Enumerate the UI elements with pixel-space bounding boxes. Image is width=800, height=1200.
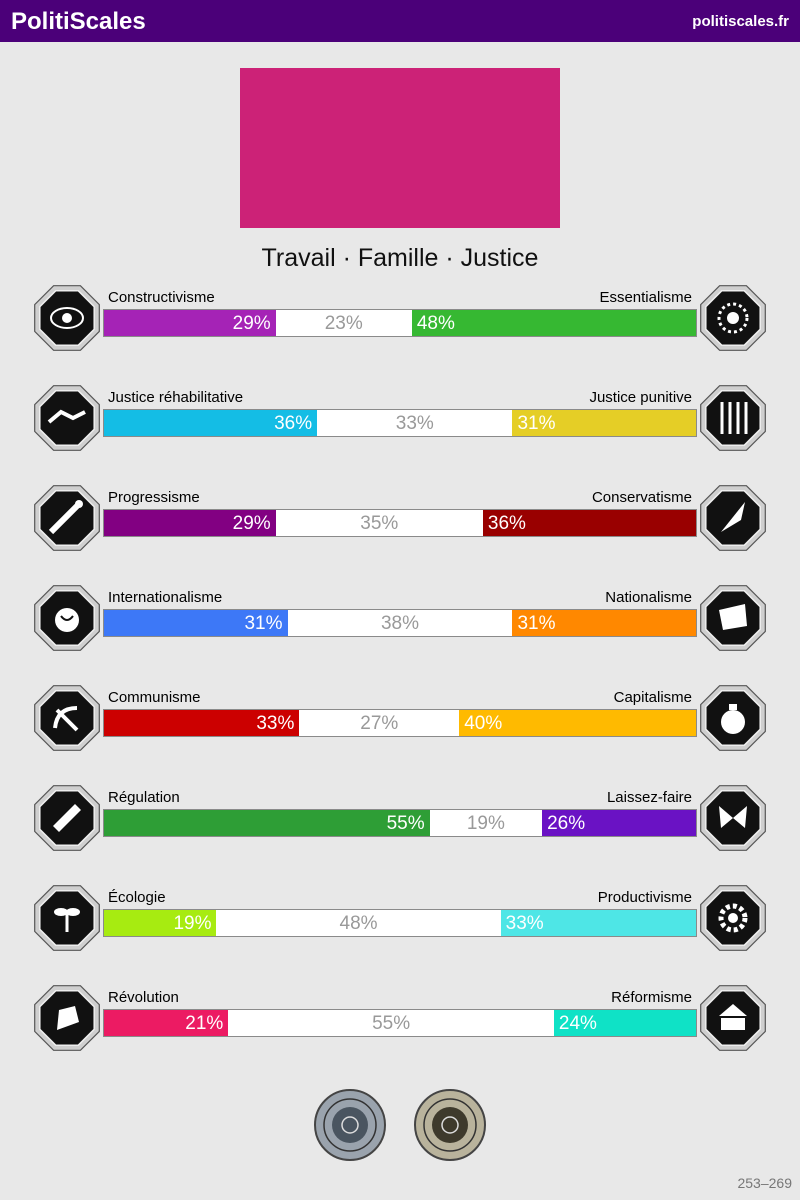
seal-icon [413,1088,487,1162]
flower-icon [697,282,769,354]
axis-right-label: Productivisme [597,889,692,906]
parliament-icon [697,982,769,1054]
axis-center-segment: 19% [466,813,505,834]
axis-right-label: Justice punitive [589,389,692,406]
eye-icon [31,282,103,354]
axis-center-segment: 27% [360,713,399,734]
axis-center-segment: 38% [380,613,419,634]
axis-right-label: Essentialisme [599,289,692,306]
axis-center-segment: 55% [372,1013,411,1034]
axis-bar [103,409,697,437]
site-url[interactable]: politiscales.fr [692,13,789,30]
axis-left-label: Régulation [108,789,180,806]
app-title: PolitiScales [11,8,146,35]
axis-right-label: Laissez-faire [606,789,692,806]
axis-left-segment: 31% [104,610,288,636]
axis-bar [103,909,697,937]
quill-icon [697,482,769,554]
flag-icon [697,582,769,654]
axis-bar [103,1009,697,1037]
axis-right-segment: 33% [501,910,696,936]
axis-left-label: Constructivisme [108,289,215,306]
axis-right-label: Capitalisme [613,689,692,706]
axis-left-label: Progressisme [108,489,200,506]
axis-bar [103,509,697,537]
axis-right-label: Nationalisme [605,589,692,606]
prison-bars-icon [697,382,769,454]
axis-left-segment: 29% [104,510,276,536]
sprout-icon [31,882,103,954]
axis-center-segment: 35% [360,513,399,534]
butterfly-icon [697,782,769,854]
axis-right-segment: 26% [542,810,696,836]
gear-icon [697,882,769,954]
axis-row [0,989,800,1069]
money-bag-icon [697,682,769,754]
axis-left-segment: 36% [104,410,317,436]
axis-right-segment: 24% [554,1010,696,1036]
axis-row [0,489,800,569]
axis-row [0,789,800,869]
globe-icon [31,582,103,654]
axis-right-segment: 48% [412,310,696,336]
axis-left-label: Internationalisme [108,589,223,606]
axis-bar [103,309,697,337]
axis-left-label: Communisme [108,689,201,706]
axis-center-segment: 33% [395,413,434,434]
axis-right-segment: 31% [512,410,696,436]
axis-row [0,389,800,469]
axis-row [0,689,800,769]
axis-right-label: Conservatisme [591,489,692,506]
axis-bar [103,609,697,637]
handshake-icon [31,382,103,454]
axis-left-segment: 55% [104,810,430,836]
axis-right-segment: 40% [459,710,696,736]
axis-bar [103,809,697,837]
axis-right-segment: 31% [512,610,696,636]
axis-left-segment: 33% [104,710,299,736]
seal-icon [313,1088,387,1162]
axis-left-segment: 19% [104,910,216,936]
axis-row [0,889,800,969]
axis-center-segment: 48% [339,913,378,934]
axis-left-segment: 21% [104,1010,228,1036]
axis-right-segment: 36% [483,510,696,536]
flag [240,68,560,228]
hammer-sickle-icon [31,682,103,754]
axis-left-segment: 29% [104,310,276,336]
axis-center-segment: 23% [324,313,363,334]
rocket-icon [31,482,103,554]
axis-bar [103,709,697,737]
slogan: Travail · Famille · Justice [261,244,539,272]
header-bar [0,0,800,42]
axis-right-label: Réformisme [611,989,692,1006]
fist-icon [31,982,103,1054]
axis-left-label: Écologie [108,889,166,906]
axis-row [0,289,800,369]
ruler-icon [31,782,103,854]
axis-left-label: Justice réhabilitative [108,389,244,406]
axis-left-label: Révolution [108,989,179,1006]
axis-row [0,589,800,669]
footer-code: 253–269 [737,1175,792,1191]
